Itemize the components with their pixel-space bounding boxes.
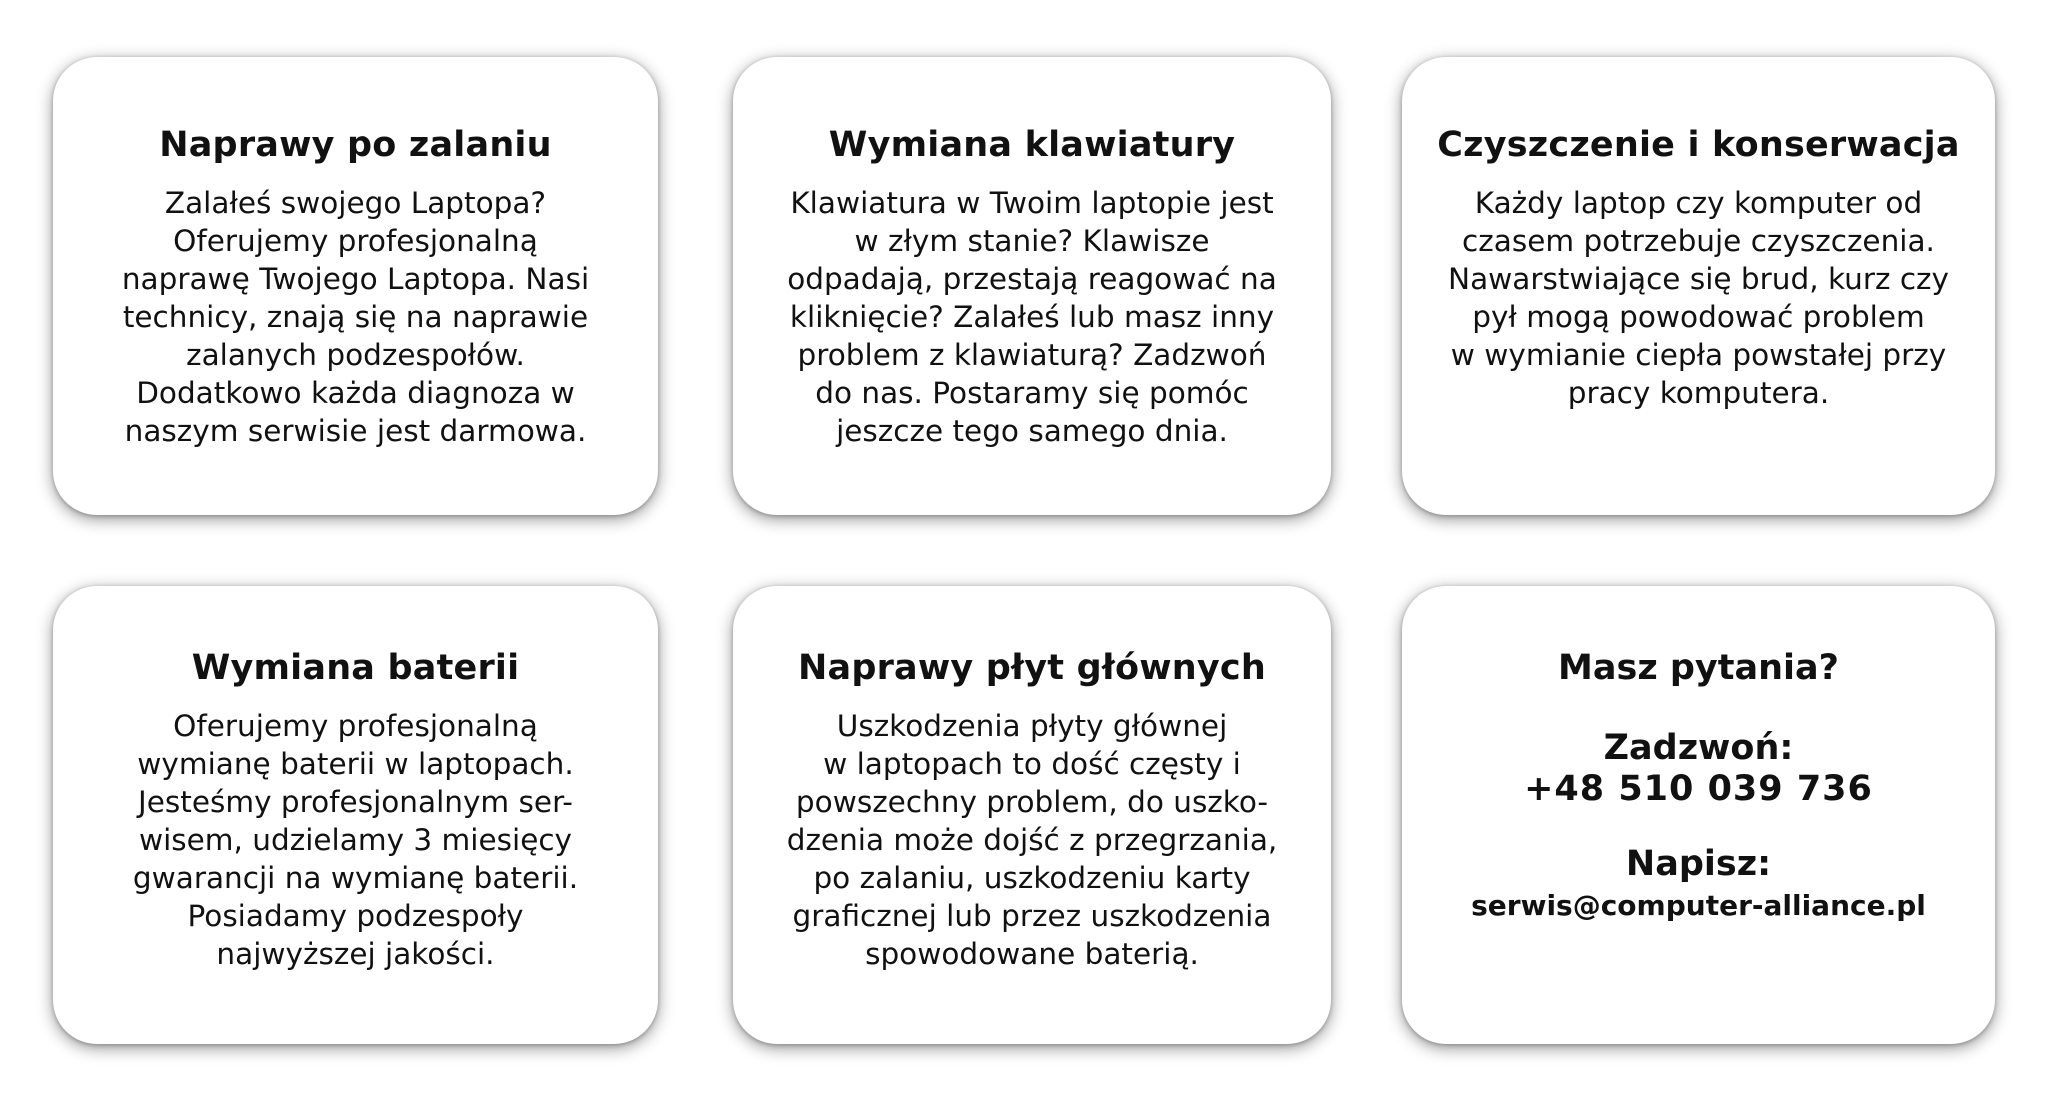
card-title: Naprawy płyt głównych: [798, 648, 1266, 688]
write-label: Napisz:: [1625, 844, 1772, 884]
card-line: czasem potrzebuje czyszczenia.: [1462, 224, 1935, 258]
card-line: zalanych podzespołów.: [186, 338, 525, 372]
card-line: po zalaniu, uszkodzeniu karty: [813, 861, 1251, 895]
card-line: dzenia może dojść z przegrzania,: [786, 823, 1278, 857]
card-battery-replacement: [53, 586, 658, 1044]
card-line: graficznej lub przez uszkodzenia: [792, 899, 1272, 933]
email-link[interactable]: serwis@computer-alliance.pl: [1471, 889, 1926, 922]
card-line: odpadają, przestają reagować na: [787, 262, 1277, 296]
card-line: jeszcze tego samego dnia.: [836, 414, 1228, 448]
card-keyboard-replacement: [733, 57, 1331, 515]
card-line: naszym serwisie jest darmowa.: [124, 414, 587, 448]
card-line: wisem, udzielamy 3 miesięcy: [138, 823, 573, 857]
card-line: Oferujemy profesjonalną: [173, 224, 538, 258]
card-line: najwyższej jakości.: [216, 937, 495, 971]
card-description: [53, 184, 658, 450]
card-line: do nas. Postaramy się pomóc: [815, 376, 1249, 410]
card-line: wymianę baterii w laptopach.: [137, 747, 574, 781]
card-line: spowodowane baterią.: [865, 937, 1199, 971]
card-line: problem z klawiaturą? Zadzwoń: [797, 338, 1267, 372]
card-line: technicy, znają się na naprawie: [122, 300, 589, 334]
card-title: Wymiana baterii: [191, 648, 520, 688]
card-contact: [1402, 586, 1995, 1044]
card-description: [733, 707, 1331, 973]
card-description: [733, 184, 1331, 450]
call-label: Zadzwoń:: [1603, 728, 1794, 768]
card-cleaning-maintenance: [1402, 57, 1995, 515]
card-line: w złym stanie? Klawisze: [854, 224, 1210, 258]
card-title: Naprawy po zalaniu: [159, 125, 552, 165]
card-line: powszechny problem, do uszko-: [795, 785, 1269, 819]
phone-link[interactable]: +48 510 039 736: [1524, 769, 1873, 809]
card-line: Jesteśmy profesjonalnym ser-: [138, 785, 573, 819]
card-description: [53, 707, 658, 973]
contact-title: Masz pytania?: [1558, 648, 1839, 688]
card-line: Dodatkowo każda diagnoza w: [136, 376, 575, 410]
card-line: gwarancji na wymianę baterii.: [132, 861, 579, 895]
card-line: Każdy laptop czy komputer od: [1474, 186, 1923, 220]
card-title: Wymiana klawiatury: [828, 125, 1236, 165]
card-title: Czyszczenie i konserwacja: [1437, 125, 1960, 165]
card-line: kliknięcie? Zalałeś lub masz inny: [789, 300, 1275, 334]
card-line: Nawarstwiające się brud, kurz czy: [1448, 262, 1949, 296]
card-line: naprawę Twojego Laptopa. Nasi: [121, 262, 590, 296]
card-line: w wymianie ciepła powstałej przy: [1450, 338, 1947, 372]
card-line: Oferujemy profesjonalną: [173, 709, 538, 743]
card-line: Uszkodzenia płyty głównej: [836, 709, 1228, 743]
card-motherboard-repair: [733, 586, 1331, 1044]
card-line: Zalałeś swojego Laptopa?: [164, 186, 547, 220]
card-line: pracy komputera.: [1567, 376, 1830, 410]
card-line: Klawiatura w Twoim laptopie jest: [790, 186, 1274, 220]
card-line: w laptopach to dość częsty i: [823, 747, 1241, 781]
card-description: [1402, 184, 1995, 412]
card-line: pył mogą powodować problem: [1472, 300, 1925, 334]
card-water-damage-repair: [53, 57, 658, 515]
card-line: Posiadamy podzespoły: [187, 899, 524, 933]
